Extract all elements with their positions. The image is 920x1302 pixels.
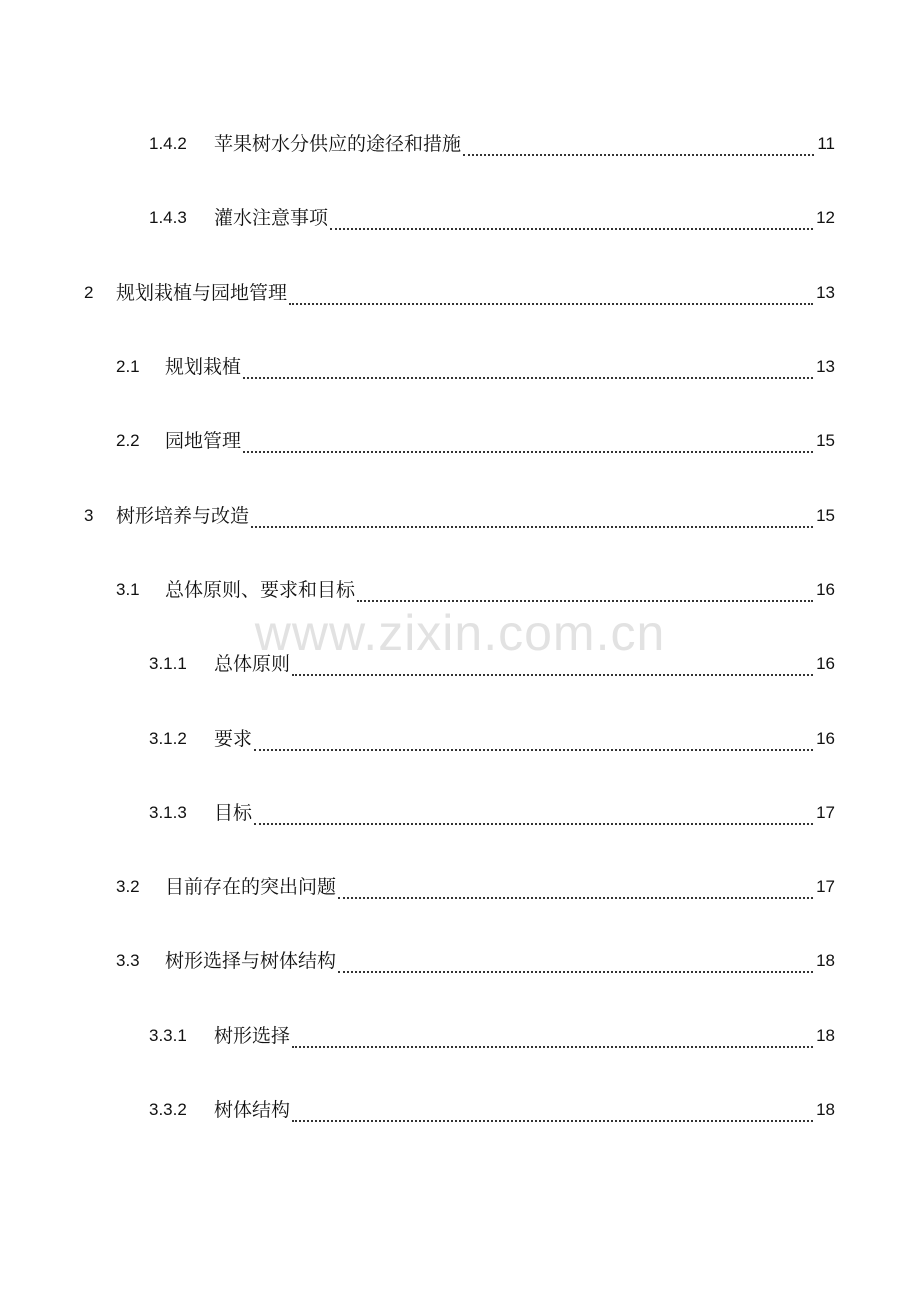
toc-entry-title: 总体原则 [214,653,291,676]
toc-entry[interactable] [0,330,920,404]
toc-entry-title: 目标 [214,801,253,824]
toc-entry-page: 13 [816,282,835,302]
toc-entry-page: 15 [816,505,835,525]
toc-entry-title: 要求 [214,727,253,750]
toc-entry-number: 1.4.2 [149,134,187,154]
toc-dot-leader [254,807,813,825]
toc-dot-leader [243,435,813,453]
toc-entry-title: 灌水注意事项 [214,207,329,230]
toc-entry[interactable] [0,999,920,1073]
toc-entry[interactable] [0,478,920,552]
toc-dot-leader [292,1030,813,1048]
toc-entry[interactable] [0,850,920,924]
toc-dot-leader [338,955,813,973]
toc-entry-title: 目前存在的突出问题 [165,876,337,899]
toc-entry-page: 13 [816,357,835,377]
toc-entry[interactable] [0,1073,920,1147]
toc-dot-leader [292,658,813,676]
toc-entry-number: 2 [84,282,94,302]
table-of-contents [0,107,920,1147]
toc-entry[interactable] [0,924,920,998]
toc-entry[interactable] [0,776,920,850]
toc-entry-title: 树形选择 [214,1024,291,1047]
toc-entry-page: 16 [816,728,835,748]
toc-dot-leader [463,138,814,156]
toc-entry[interactable] [0,404,920,478]
toc-entry-page: 17 [816,877,835,897]
toc-entry[interactable] [0,627,920,701]
toc-dot-leader [251,510,813,528]
toc-entry-number: 3.1.2 [149,728,187,748]
toc-dot-leader [330,212,813,230]
toc-entry-title: 树形选择与树体结构 [165,950,337,973]
toc-dot-leader [338,881,813,899]
toc-dot-leader [289,287,813,305]
toc-entry-title: 树体结构 [214,1099,291,1121]
toc-entry[interactable] [0,553,920,627]
toc-entry-page: 12 [816,208,835,228]
toc-entry-number: 3.3.1 [149,1025,187,1045]
toc-entry-number: 3.1.1 [149,654,187,674]
toc-entry-page: 18 [816,951,835,971]
toc-entry-title: 树形培养与改造 [116,504,250,527]
toc-entry-number: 3 [84,505,94,525]
toc-entry-number: 3.1.3 [149,802,187,822]
watermark: www.zixin.com.cn [254,605,666,661]
toc-entry-number: 3.3.2 [149,1100,187,1119]
toc-entry-title: 规划栽植与园地管理 [116,281,288,304]
toc-entry-number: 1.4.3 [149,208,187,228]
toc-entry-number: 3.3 [116,951,140,971]
toc-entry-page: 16 [816,579,835,599]
toc-entry-page: 16 [816,654,835,674]
toc-entry-title: 总体原则、要求和目标 [165,578,356,601]
toc-entry-number: 2.2 [116,431,140,451]
toc-entry-number: 3.2 [116,877,140,897]
toc-entry-page: 18 [816,1025,835,1045]
toc-entry-number: 3.1 [116,579,140,599]
toc-entry-page: 18 [816,1100,835,1119]
toc-entry-page: 11 [817,134,835,154]
toc-entry[interactable] [0,181,920,255]
toc-entry-title: 苹果树水分供应的途径和措施 [214,133,462,156]
toc-entry[interactable] [0,107,920,181]
toc-entry-number: 2.1 [116,357,140,377]
toc-entry-page: 15 [816,431,835,451]
toc-entry[interactable] [0,701,920,775]
toc-entry[interactable] [0,256,920,330]
toc-dot-leader [243,361,813,379]
toc-dot-leader [254,733,813,751]
toc-dot-leader [292,1104,813,1122]
toc-dot-leader [357,584,813,602]
toc-entry-title: 园地管理 [165,430,242,453]
toc-entry-page: 17 [816,802,835,822]
toc-entry-title: 规划栽植 [165,356,242,379]
